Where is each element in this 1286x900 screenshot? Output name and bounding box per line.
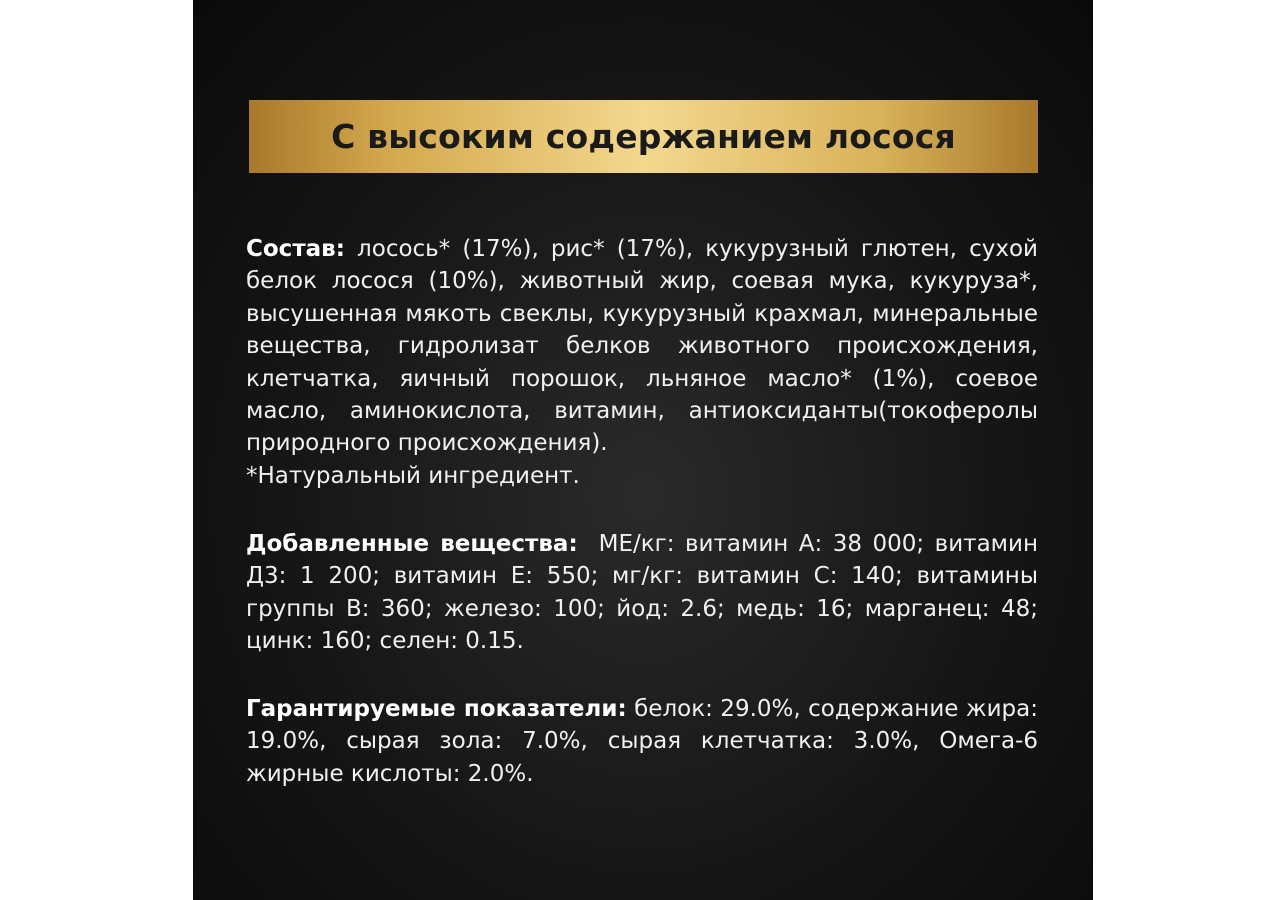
composition-text: лосось* (17%), рис* (17%), кукурузный глютен, сухой белок лосося (10%), животный жир, соевая мука, кукуруза*, высушенная мякоть свеклы, кукурузный крахмал, минеральные вещества, гидролизат белков животного происхождения, клетчатка, яичный порошок, льняное масло* (1%), соевое масло, аминокислота, витамин, антиоксиданты(токоферолы природного происхождения). [246,236,1038,457]
composition-footnote: *Натуральный ингредиент. [246,462,580,489]
guaranteed-text: белок: 29.0%, содержание жира: 19.0%, сырая зола: 7.0%, сырая клетчатка: 3.0%, Омега-6 жирные кислоты: 2.0%. [246,696,1038,787]
additives-label: Добавленные вещества: [246,531,578,557]
additives-section [246,528,1046,658]
composition-label: Состав: [246,236,345,262]
product-info-panel [193,0,1093,900]
composition-section [246,233,1038,492]
banner-title: С высоким содержанием лосося [331,117,956,156]
guaranteed-section [246,693,1038,790]
title-banner [249,100,1038,173]
additives-text: МЕ/кг: витамин А: 38 000; витамин Д3: 1 200; витамин Е: 550; мг/кг: витамин С: 140; витамины группы В: 360; железо: 100; йод: 2.6; медь: 16; марганец: 48; цинк: 160; селен: 0.15. [246,531,1046,655]
guaranteed-label: Гарантируемые показатели: [246,696,627,722]
